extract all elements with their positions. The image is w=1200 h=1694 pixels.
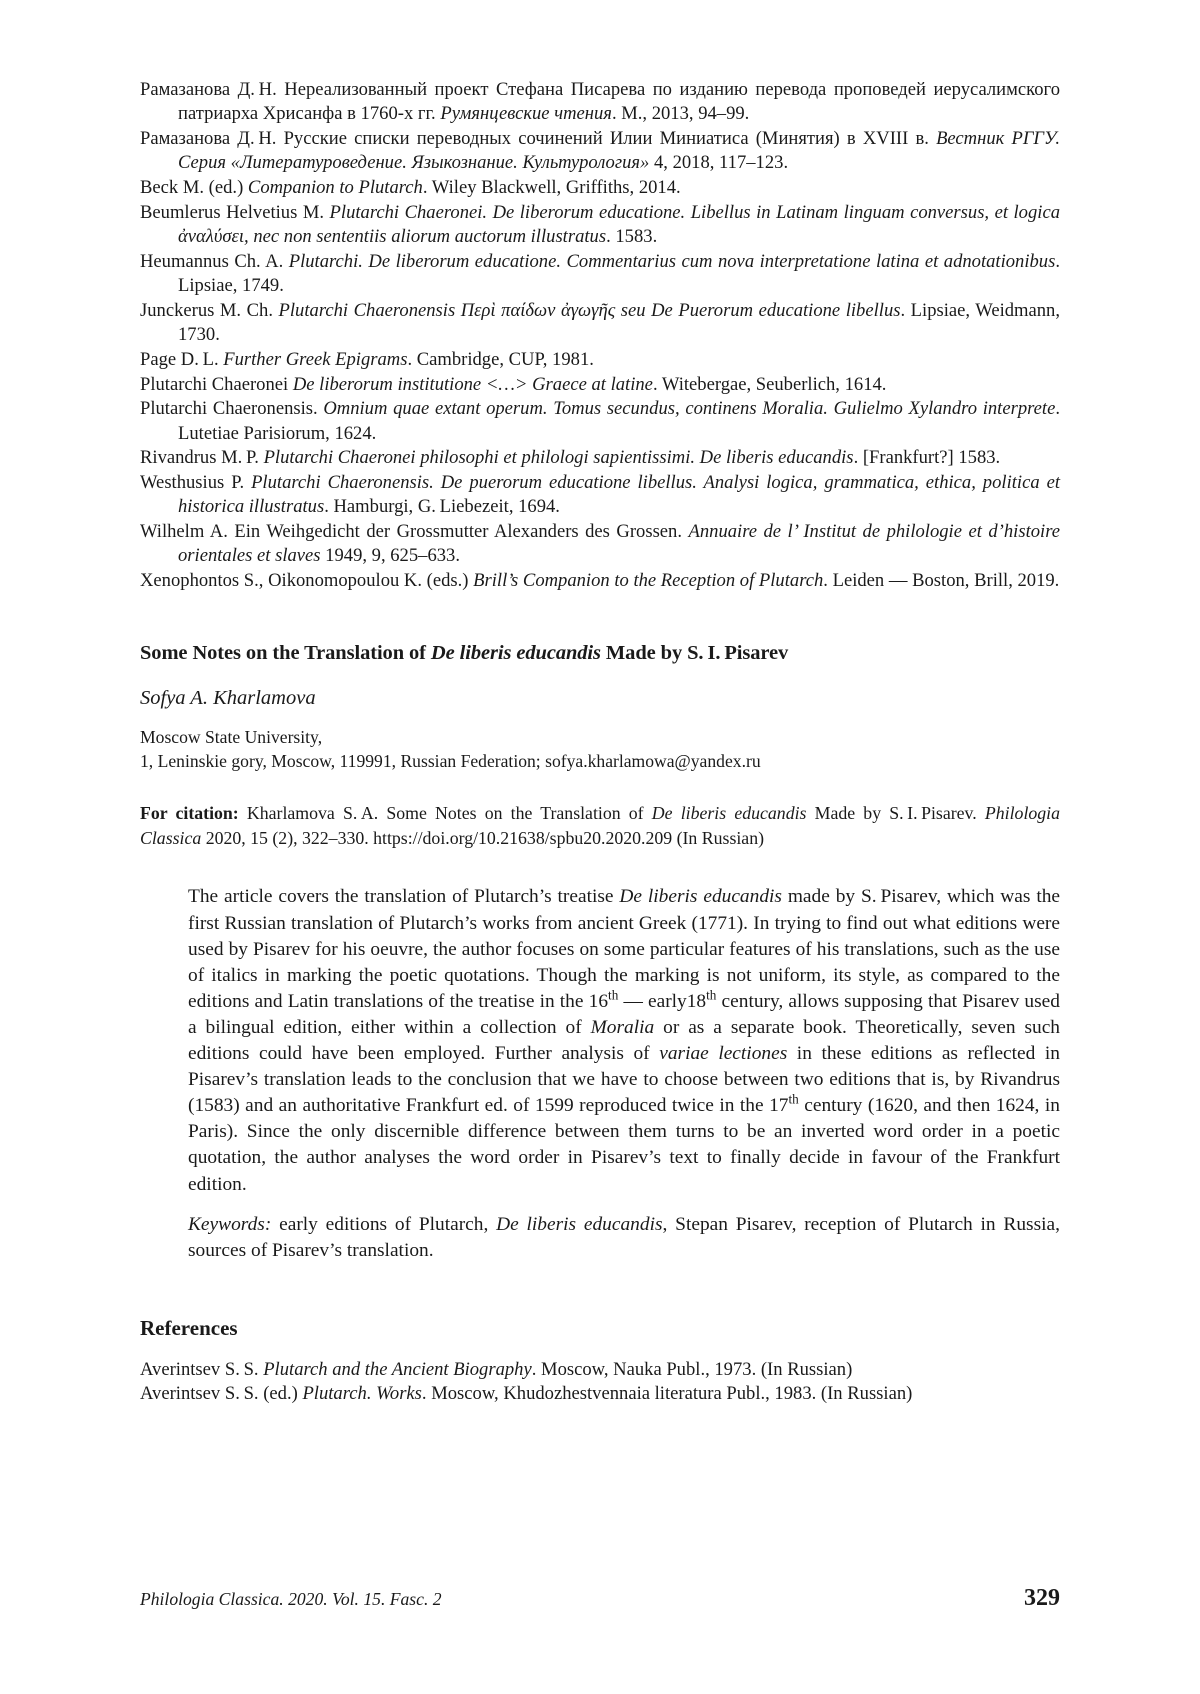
affiliation-line-1: Moscow State University, [140, 726, 323, 747]
keywords-text: Keywords: early editions of Plutarch, De liberis educandis, Stepan Pisarev, reception of Plutarch in Russia, sources of Pisarev’s translation. [188, 1213, 1060, 1261]
bibliography-list [140, 78, 1060, 593]
bibliography-entry: Wilhelm A. Ein Weihgedicht der Grossmutter Alexanders des Grossen. Annuaire de l’ Institut de philologie et d’histoire orientales et slaves 1949, 9, 625–633. [140, 521, 1060, 567]
bibliography-entry: Plutarchi Chaeronensis. Omnium quae extant operum. Tomus secundus, continens Moralia. Gulielmo Xylandro interprete. Lutetiae Parisiorum, 1624. [140, 398, 1060, 444]
bibliography-entry: Heumannus Ch. A. Plutarchi. De liberorum educatione. Commentarius cum nova interpretatione latina et adnotationibus. Lipsiae, 1749. [140, 250, 1060, 296]
article-author: Sofya A. Kharlamova [140, 686, 316, 709]
page-content [140, 78, 1060, 1407]
affiliation-line-2: 1, Leninskie gory, Moscow, 119991, Russian Federation; sofya.kharlamowa@yandex.ru [140, 750, 761, 771]
references-heading: References [140, 1315, 238, 1340]
bibliography-entry: Beumlerus Helvetius M. Plutarchi Chaeronei. De liberorum educatione. Libellus in Latinam linguam conversus, et logica ἀναλύσει, nec non sententiis aliorum auctorum illustratus. 1583. [140, 201, 1060, 247]
citation-label: For citation: [140, 803, 239, 824]
bibliography-entry: Westhusius P. Plutarchi Chaeronensis. De puerorum educatione libellus. Analysi logica, grammatica, ethica, politica et historica illustratus. Hamburgi, G. Liebezeit, 1694. [140, 472, 1060, 518]
bibliography-entry: Plutarchi Chaeronei De liberorum institutione <…> Graece at latine. Witebergae, Seuberlich, 1614. [140, 373, 887, 395]
abstract-text: The article covers the translation of Plutarch’s treatise De liberis educandis made by S. Pisarev, which was the first Russian translation of Plutarch’s works from ancient Greek (1771). In trying to find out what editions were used by Pisarev for his oeuvre, the author focuses on some particular features of his translations, such as the use of italics in marking the poetic quotations. Though the marking is not uniform, its style, as compared to the editions and Latin translations of the treatise in the 16th — early18th century, allows supposing that Pisarev used a bilingual edition, either within a collection of Moralia or as a separate book. Theoretically, seven such editions could have been employed. Further analysis of variae lectiones in these editions as reflected in Pisarev’s translation leads to the conclusion that we have to choose between two editions that is, by Rivandrus (1583) and an authoritative Frankfurt ed. of 1599 reproduced twice in the 17th century (1620, and then 1624, in Paris). Since the only discernible difference between them turns to be an inverted word order in a poetic quotation, the author analyses the word order in Pisarev’s text to finally decide in favour of the Frankfurt edition. [188, 886, 1061, 1195]
footer-journal-info: Philologia Classica. 2020. Vol. 15. Fasc. 2 [140, 1589, 442, 1609]
bibliography-entry: Xenophontos S., Oikonomopoulou K. (eds.) Brill’s Companion to the Reception of Plutarch. Leiden — Boston, Brill, 2019. [140, 570, 1060, 591]
citation-text: Kharlamova S. A. Some Notes on the Translation of De liberis educandis Made by S. I. Pisarev. Philologia Classica 2020, 15 (2), 322–330. https://doi.org/10.21638/spbu20.2020.209 (In Russian) [140, 803, 1060, 848]
bibliography-entry: Рамазанова Д. Н. Нереализованный проект Стефана Писарева по изданию перевода проповедей иерусалимского патриарха Хрисанфа в 1760-х гг. Румянцевские чтения. М., 2013, 94–99. [140, 79, 1060, 125]
article-title: Some Notes on the Translation of De liberis educandis Made by S. I. Pisarev [140, 642, 789, 665]
references-list [140, 1358, 1060, 1407]
page-number: 329 [1024, 1585, 1060, 1611]
author-affiliation [140, 726, 1060, 774]
reference-entry: Averintsev S. S. (ed.) Plutarch. Works. Moscow, Khudozhestvennaia literatura Publ., 1983. (In Russian) [140, 1383, 913, 1405]
abstract-block [188, 884, 1060, 1263]
reference-entry: Averintsev S. S. Plutarch and the Ancient Biography. Moscow, Nauka Publ., 1973. (In Russian) [140, 1358, 853, 1380]
bibliography-entry: Junckerus M. Ch. Plutarchi Chaeronensis Περὶ παίδων ἀγωγῆς seu De Puerorum educatione libellus. Lipsiae, Weidmann, 1730. [140, 299, 1060, 345]
bibliography-entry: Page D. L. Further Greek Epigrams. Cambridge, CUP, 1981. [140, 348, 594, 370]
bibliography-entry: Rivandrus M. P. Plutarchi Chaeronei philosophi et philologi sapientissimi. De liberis educandis. [Frankfurt?] 1583. [140, 447, 1001, 469]
citation-block [140, 801, 1060, 850]
bibliography-entry: Рамазанова Д. Н. Русские списки переводных сочинений Илии Миниатиса (Минятия) в XVIII в. Вестник РГГУ. Серия «Литературоведение. Языкознание. Культурология» 4, 2018, 117–123. [140, 128, 1060, 174]
page-footer [140, 1585, 1060, 1612]
bibliography-entry: Beck M. (ed.) Companion to Plutarch. Wiley Blackwell, Griffiths, 2014. [140, 177, 681, 198]
